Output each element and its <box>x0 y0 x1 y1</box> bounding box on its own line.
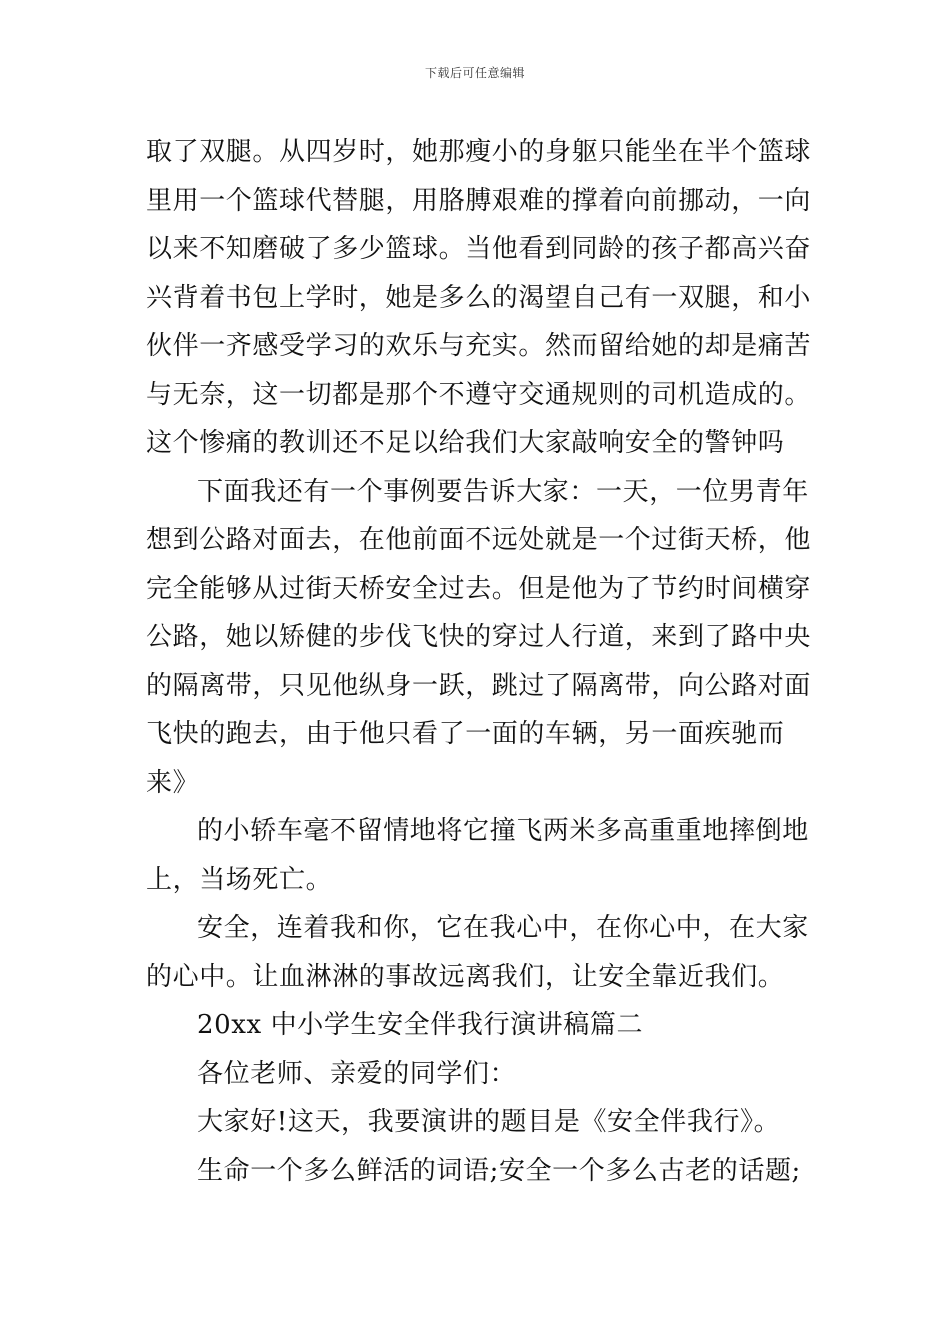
text-line: 公路，她以矫健的步伐飞快的穿过人行道，来到了路中央 <box>146 622 812 652</box>
text-line: 上，当场死亡。 <box>146 864 333 895</box>
text-line: 兴背着书包上学时，她是多么的渴望自己有一双腿，和小 <box>146 282 812 313</box>
text-line: 想到公路对面去，在他前面不远处就是一个过街天桥，他 <box>146 525 812 555</box>
salutation-line: 各位老师、亲爱的同学们： <box>197 1058 517 1089</box>
paragraph-start-line: 大家好!这天，我要演讲的题目是《安全伴我行》。 <box>197 1107 781 1137</box>
page-header: 下载后可任意编辑 <box>424 66 525 80</box>
text-line: 伙伴一齐感受学习的欢乐与充实。然而留给她的却是痛苦 <box>146 331 812 361</box>
text-line: 这个惨痛的教训还不足以给我们大家敲响安全的警钟吗 <box>146 428 785 458</box>
text-line: 里用一个篮球代替腿，用胳膊艰难的撑着向前挪动，一向 <box>146 185 812 216</box>
section-heading: 20xx 中小学生安全伴我行演讲稿篇二 <box>197 1010 644 1040</box>
text-line: 的心中。让血淋淋的事故远离我们，让安全靠近我们。 <box>146 961 785 992</box>
text-line: 完全能够从过街天桥安全过去。但是他为了节约时间横穿 <box>146 573 812 604</box>
text-line: 以来不知磨破了多少篮球。当他看到同龄的孩子都高兴奋 <box>146 234 812 264</box>
text-line: 飞快的跑去，由于他只看了一面的车辆，另一面疾驰而 <box>146 719 785 749</box>
paragraph-start-line: 的小轿车毫不留情地将它撞飞两米多高重重地摔倒地 <box>197 816 809 846</box>
text-line: 与无奈，这一切都是那个不遵守交通规则的司机造成的。 <box>146 379 812 410</box>
paragraph-start-line: 生命一个多么鲜活的词语;安全一个多么古老的话题; <box>197 1155 801 1186</box>
text-line: 取了双腿。从四岁时，她那瘦小的身躯只能坐在半个篮球 <box>146 137 812 167</box>
paragraph-start-line: 安全，连着我和你，它在我心中，在你心中，在大家 <box>197 913 809 943</box>
paragraph-start-line: 下面我还有一个事例要告诉大家：一天，一位男青年 <box>197 476 809 507</box>
text-line: 的隔离带，只见他纵身一跃，跳过了隔离带，向公路对面 <box>146 670 812 701</box>
document-body <box>146 128 826 1195</box>
text-line: 来》 <box>146 767 200 798</box>
